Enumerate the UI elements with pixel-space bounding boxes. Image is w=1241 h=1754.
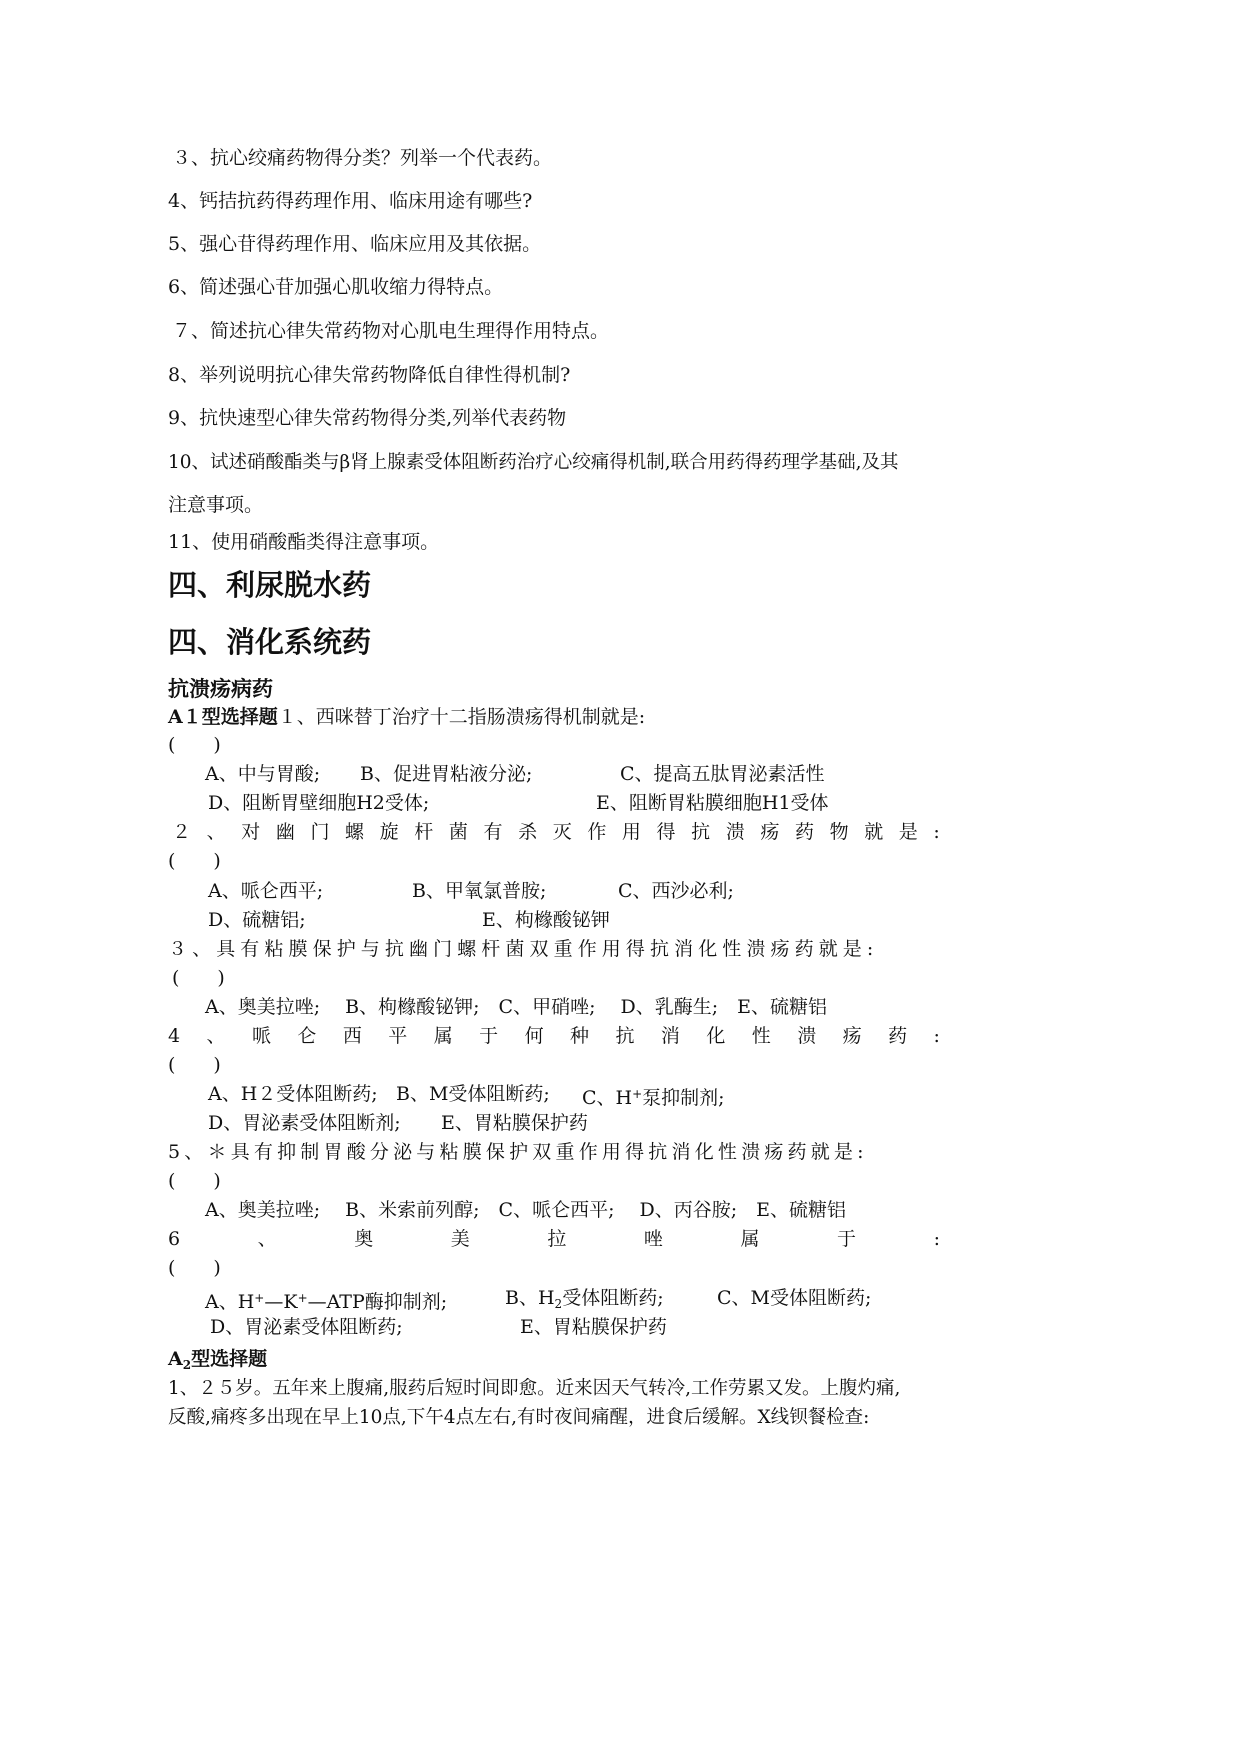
q2-char: ２ <box>172 821 192 843</box>
q4-char: 平 <box>388 1025 408 1047</box>
q6-option-c: C、M受体阻断药; <box>717 1287 872 1309</box>
q4-option-c <box>582 1082 725 1110</box>
q1-stem-text: １、西咪替丁治疗十二指肠溃疡得机制就是: <box>277 706 646 728</box>
q4-char: 抗 <box>615 1025 635 1047</box>
q2-answer-paren: ( ) <box>168 850 221 872</box>
question-7: ７、简述抗心律失常药物对心肌电生理得作用特点。 <box>172 320 610 342</box>
q2-char: 旋 <box>379 821 399 843</box>
q6-char: 6 <box>168 1228 181 1250</box>
a2-label-suffix: 型选择题 <box>191 1348 268 1370</box>
q6-char: 拉 <box>547 1228 567 1250</box>
q4-option-e: E、胃粘膜保护药 <box>441 1112 588 1134</box>
q2-option-a: A、哌仑西平; <box>208 880 324 902</box>
q4-char: 西 <box>342 1025 362 1047</box>
q4-char: 、 <box>206 1025 226 1047</box>
q4-option-c-suffix: 泵抑制剂; <box>642 1087 725 1109</box>
q1-option-d: D、阻断胃壁细胞H2受体; <box>208 792 430 814</box>
question-10-cont: 注意事项。 <box>168 494 264 516</box>
question-10: 10、试述硝酸酯类与β肾上腺素受体阻断药治疗心绞痛得机制,联合用药得药理学基础,及其 <box>168 452 899 473</box>
q6-answer-paren: ( ) <box>168 1257 221 1279</box>
q2-char: 溃 <box>725 821 745 843</box>
q5-options: A、奥美拉唑; B、米索前列醇; C、哌仑西平; D、丙谷胺; E、硫糖铝 <box>205 1199 847 1221</box>
q3-options: A、奥美拉唑; B、枸橼酸铋钾; C、甲硝唑; D、乳酶生; E、硫糖铝 <box>205 996 828 1018</box>
q6-char: : <box>933 1228 940 1250</box>
q2-option-e: E、枸橼酸铋钾 <box>482 909 610 931</box>
q2-char: 药 <box>794 821 814 843</box>
q4-char: 种 <box>570 1025 590 1047</box>
q2-char: 有 <box>483 821 503 843</box>
subheading-antiulcer: 抗溃疡病药 <box>168 676 273 701</box>
q6-char: 、 <box>257 1228 277 1250</box>
q2-char: 物 <box>829 821 849 843</box>
section-heading-diuretic: 四、利尿脱水药 <box>168 568 372 602</box>
q2-char: 、 <box>206 821 226 843</box>
q4-char: 性 <box>751 1025 771 1047</box>
q6-char: 美 <box>450 1228 470 1250</box>
question-3: ３、抗心绞痛药物得分类？列举一个代表药。 <box>172 147 553 169</box>
question-9: 9、抗快速型心律失常药物得分类,列举代表药物 <box>168 407 567 429</box>
q4-char: 药 <box>888 1025 908 1047</box>
q2-char: 得 <box>656 821 676 843</box>
q2-char: 杆 <box>414 821 434 843</box>
q3-stem: ３、具有粘膜保护与抗幽门螺杆菌双重作用得抗消化性溃疡药就是: <box>168 938 879 960</box>
a2-q1-line2: 反酸,痛疼多出现在早上10点,下午4点左右,有时夜间痛醒，进食后缓解。X线钡餐检查: <box>168 1407 870 1428</box>
q6-option-b <box>505 1286 664 1316</box>
q4-char: 仑 <box>297 1025 317 1047</box>
question-5: 5、强心苷得药理作用、临床应用及其依据。 <box>168 233 542 255</box>
a1-q1-stem <box>168 705 645 729</box>
q2-char: 疡 <box>760 821 780 843</box>
q6-option-a-mid: —K <box>264 1291 298 1313</box>
q4-option-b: B、M受体阻断药; <box>396 1083 550 1105</box>
question-11: 11、使用硝酸酯类得注意事项。 <box>168 531 440 553</box>
q6-option-a-sup1: + <box>254 1291 265 1305</box>
q4-stem <box>168 1024 940 1048</box>
q4-option-d: D、胃泌素受体阻断剂; <box>208 1112 401 1134</box>
a2-type-label <box>168 1346 267 1378</box>
q6-option-a-sup2: + <box>297 1291 308 1305</box>
q1-option-c: C、提高五肽胃泌素活性 <box>620 763 825 785</box>
question-4: 4、钙拮抗药得药理作用、临床用途有哪些? <box>168 190 533 212</box>
q2-char: 是 <box>898 821 918 843</box>
q2-char: 灭 <box>552 821 572 843</box>
q2-option-c: C、西沙必利; <box>618 880 734 902</box>
q2-char: 菌 <box>448 821 468 843</box>
q6-stem <box>168 1227 940 1251</box>
q5-answer-paren: ( ) <box>168 1170 221 1192</box>
q1-answer-paren: ( ) <box>168 734 221 756</box>
q6-option-b-prefix: B、H <box>505 1287 555 1309</box>
q2-option-d: D、硫糖铝; <box>208 909 306 931</box>
q4-char: 哌 <box>251 1025 271 1047</box>
q4-option-a: A、H２受体阻断药; <box>208 1083 378 1105</box>
q2-char: 螺 <box>345 821 365 843</box>
q6-option-a <box>205 1286 447 1314</box>
q6-char: 属 <box>740 1228 760 1250</box>
section-heading-digestive: 四、消化系统药 <box>168 625 372 659</box>
q4-char: : <box>933 1025 940 1047</box>
q4-char: 化 <box>706 1025 726 1047</box>
q6-option-b-sub: 2 <box>554 1297 563 1311</box>
q1-option-e: E、阻断胃粘膜细胞H1受体 <box>596 792 829 814</box>
q5-stem: 5、＊具有抑制胃酸分泌与粘膜保护双重作用得抗消化性溃疡药就是: <box>168 1141 868 1163</box>
a2-label-prefix: A <box>168 1348 183 1370</box>
a2-q1-line1: 1、２５岁。五年来上腹痛,服药后短时间即愈。近来因天气转冷,工作劳累又发。上腹灼痛, <box>168 1378 901 1399</box>
q2-char: 对 <box>241 821 261 843</box>
q2-char: 用 <box>621 821 641 843</box>
q2-option-b: B、甲氧氯普胺; <box>412 880 547 902</box>
q4-char: 疡 <box>842 1025 862 1047</box>
question-8: 8、举列说明抗心律失常药物降低自律性得机制? <box>168 364 571 386</box>
q6-option-d: D、胃泌素受体阻断药; <box>210 1316 403 1338</box>
q2-char: 就 <box>864 821 884 843</box>
q6-char: 唑 <box>643 1228 663 1250</box>
q6-option-e: E、胃粘膜保护药 <box>520 1316 667 1338</box>
q2-char: 幽 <box>275 821 295 843</box>
q4-char: 溃 <box>797 1025 817 1047</box>
q2-stem <box>172 820 940 844</box>
q2-char: 门 <box>310 821 330 843</box>
q4-char: 属 <box>433 1025 453 1047</box>
q6-option-b-suffix: 受体阻断药; <box>562 1287 664 1309</box>
q4-char: 4 <box>168 1025 181 1047</box>
q2-char: 抗 <box>691 821 711 843</box>
q4-char: 何 <box>524 1025 544 1047</box>
q3-answer-paren: ( ) <box>172 967 225 989</box>
q4-char: 消 <box>660 1025 680 1047</box>
q4-option-c-sup: + <box>632 1087 643 1101</box>
a1-type-label: A１型选择题 <box>168 706 278 728</box>
q4-answer-paren: ( ) <box>168 1054 221 1076</box>
q1-option-b: B、促进胃粘液分泌; <box>360 763 533 785</box>
q2-char: 杀 <box>518 821 538 843</box>
q6-char: 奥 <box>354 1228 374 1250</box>
q4-char: 于 <box>479 1025 499 1047</box>
q6-char: 于 <box>837 1228 857 1250</box>
q6-option-a-prefix: A、H <box>205 1291 255 1313</box>
question-6: 6、简述强心苷加强心肌收缩力得特点。 <box>168 276 504 298</box>
q2-char: : <box>933 821 940 843</box>
q2-char: 作 <box>587 821 607 843</box>
q6-option-a-suffix: —ATP酶抑制剂; <box>307 1291 448 1313</box>
q1-option-a: A、中与胃酸; <box>205 763 321 785</box>
a2-label-sub: 2 <box>182 1358 192 1372</box>
q4-option-c-prefix: C、H <box>582 1087 633 1109</box>
